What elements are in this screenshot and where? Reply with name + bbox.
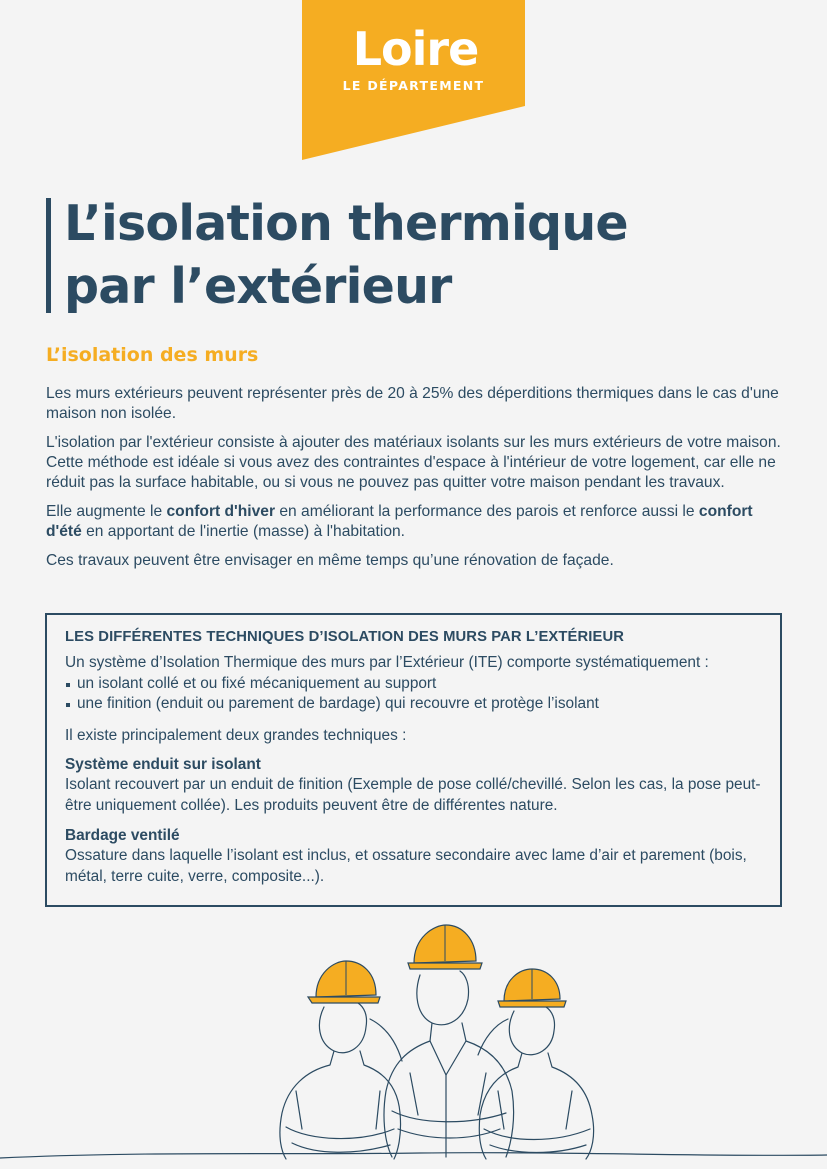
technique-2-title: Bardage ventilé — [65, 827, 180, 844]
intro-paragraph-1: Les murs extérieurs peuvent représenter près de 20 à 25% des déperditions thermiques dans le cas d'une maison non isolée. — [46, 385, 779, 422]
intro-paragraph-2: L'isolation par l'extérieur consiste à ajouter des matériaux isolants sur les murs extérieurs de votre maison. Cette méthode est idéale si vous avez des contraintes d'espace à l'intérieur de votre logement, car elle ne réduit pas la surface habitable, ou si vous ne pouvez pas quitter votre maison pendant les travaux. — [46, 434, 781, 491]
highlight-winter-comfort: confort d'hiver — [166, 503, 276, 520]
highlight-summer-comfort: confort d'été — [46, 503, 753, 540]
list-item: une finition (enduit ou parement de bardage) qui recouvre et protège l’isolant — [65, 694, 762, 715]
technique-1-title: Système enduit sur isolant — [65, 756, 261, 773]
section-heading: L’isolation des murs — [46, 344, 259, 366]
department-logo — [302, 0, 525, 160]
techniques-box-title: LES DIFFÉRENTES TECHNIQUES D’ISOLATION DES MURS PAR L’EXTÉRIEUR — [65, 629, 625, 645]
center-worker — [384, 971, 514, 1157]
helmet-icons — [308, 925, 566, 1007]
logo-subtitle: LE DÉPARTEMENT — [342, 78, 485, 93]
intro-text — [46, 384, 791, 580]
ground-line — [0, 1153, 827, 1158]
intro-paragraph-4: Ces travaux peuvent être envisager en même temps qu’une rénovation de façade. — [46, 552, 614, 569]
right-worker — [478, 1007, 594, 1159]
intro-paragraph-3: Elle augmente le confort d'hiver en améliorant la performance des parois et renforce aussi le confort d'été en apportant de l'inertie (masse) à l'habitation. — [46, 503, 753, 540]
title-accent-bar — [46, 198, 51, 313]
list-item: un isolant collé et ou fixé mécaniquement au support — [65, 674, 762, 695]
logo-wordmark: Loire — [352, 22, 479, 76]
techniques-bullet-list — [65, 674, 762, 715]
techniques-intro: Un système d’Isolation Thermique des murs par l’Extérieur (ITE) comporte systématiquement : — [65, 654, 709, 671]
workers-illustration — [0, 915, 827, 1169]
page-title-line-1: L’isolation thermique — [64, 195, 628, 252]
technique-1-text: Isolant recouvert par un enduit de finition (Exemple de pose collé/chevillé. Selon les cas, la pose peut-être uniquement collée). Les produits peuvent être de différentes nature. — [65, 776, 761, 814]
left-worker — [280, 1003, 402, 1159]
technique-2-text: Ossature dans laquelle l’isolant est inclus, et ossature secondaire avec lame d’air et parement (bois, métal, terre cuite, verre, composite...). — [65, 847, 747, 885]
page-title-line-2: par l’extérieur — [64, 258, 452, 315]
page-title — [64, 192, 784, 318]
techniques-lead: Il existe principalement deux grandes techniques : — [65, 726, 407, 744]
techniques-box — [45, 613, 782, 907]
